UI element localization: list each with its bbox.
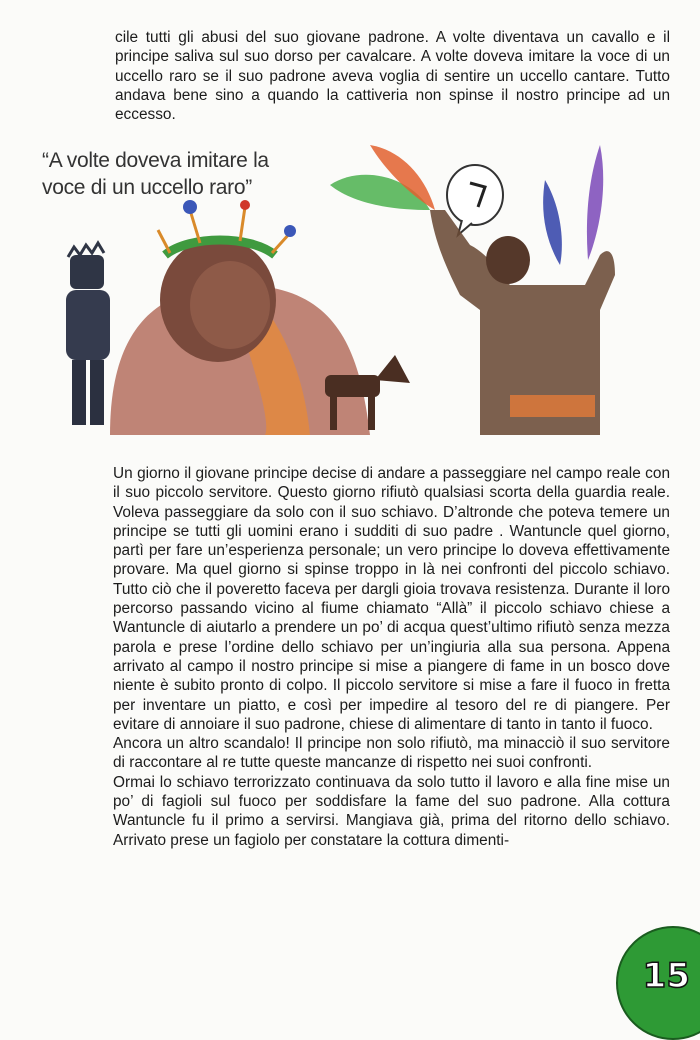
page-number: 15 xyxy=(642,956,690,996)
story-paragraph: Ancora un altro scandalo! Il principe non solo rifiutò, ma minacciò il suo servitore di raccontare al re tutte queste mancanze di rispetto nei suoi confronti. xyxy=(113,735,670,772)
music-note-bubble xyxy=(447,165,503,235)
servant-figure xyxy=(66,243,110,425)
top-paragraph: cile tutti gli abusi del suo giovane padrone. A volte diventava un cavallo e il principe saliva sul suo dorso per cavalcare. A volte doveva imitare la voce di un uccello raro se il suo padrone aveva voglia di sentire un uccello cantare. Tutto andava bene sino a quando la cattiveria non spinse il nostro principe ad un eccesso. xyxy=(115,29,670,124)
illustration-caption: “A volte doveva imitare la voce di un uccello raro” xyxy=(42,149,269,199)
story-text xyxy=(113,464,670,850)
story-paragraph: Un giorno il giovane principe decise di andare a passeggiare nel campo reale con il suo piccolo servitore. Questo giorno rifiutò qualsiasi scorta della guardia reale. Voleva passeggiare da solo con il suo schiavo. D’altronde che poteva temere un principe se tutti gli uomini erano i sudditi di suo padre . Wantuncle quel giorno, partì per fare un’esperienza personale; un vero principe lo doveva effettivamente provare. Ma quel giorno si spinse troppo in là nei confronti del piccolo schiavo. Tutto ciò che il poveretto faceva per dargli gioia trovava resistenza. Durante il loro percorso passando vicino al fiume chiamato “Allà” il piccolo schiavo chiese a Wantuncle di aiutarlo a prendere un po’ di acqua quest’ultimo rifiutò senza mezza parola e prese l’ordine dello schiavo per un’ingiuria alla sua persona. Appena arrivato al campo il nostro principe si mise a piangere di fame in un bosco dove niente è subito pronto di colpo. Il piccolo servitore si mise a fare il fuoco in fretta per inventare un piatto, e così per impedire al tesoro del re di piangere. Per evitare di annoiare il suo padrone, chiese di alimentare di tanto in tanto il fuoco. xyxy=(113,465,670,733)
story-paragraph: Ormai lo schiavo terrorizzato continuava da solo tutto il lavoro e alla fine mise un po’ di fagioli sul fuoco per soddisfare la fame del suo padrone. Alla cottura Wantuncle fu il primo a servirsi. Mangiava già, prima del ritorno dello schiavo. Arrivato prese un fagiolo per constatare la cottura dimenti- xyxy=(113,773,670,849)
illustration xyxy=(40,135,640,445)
